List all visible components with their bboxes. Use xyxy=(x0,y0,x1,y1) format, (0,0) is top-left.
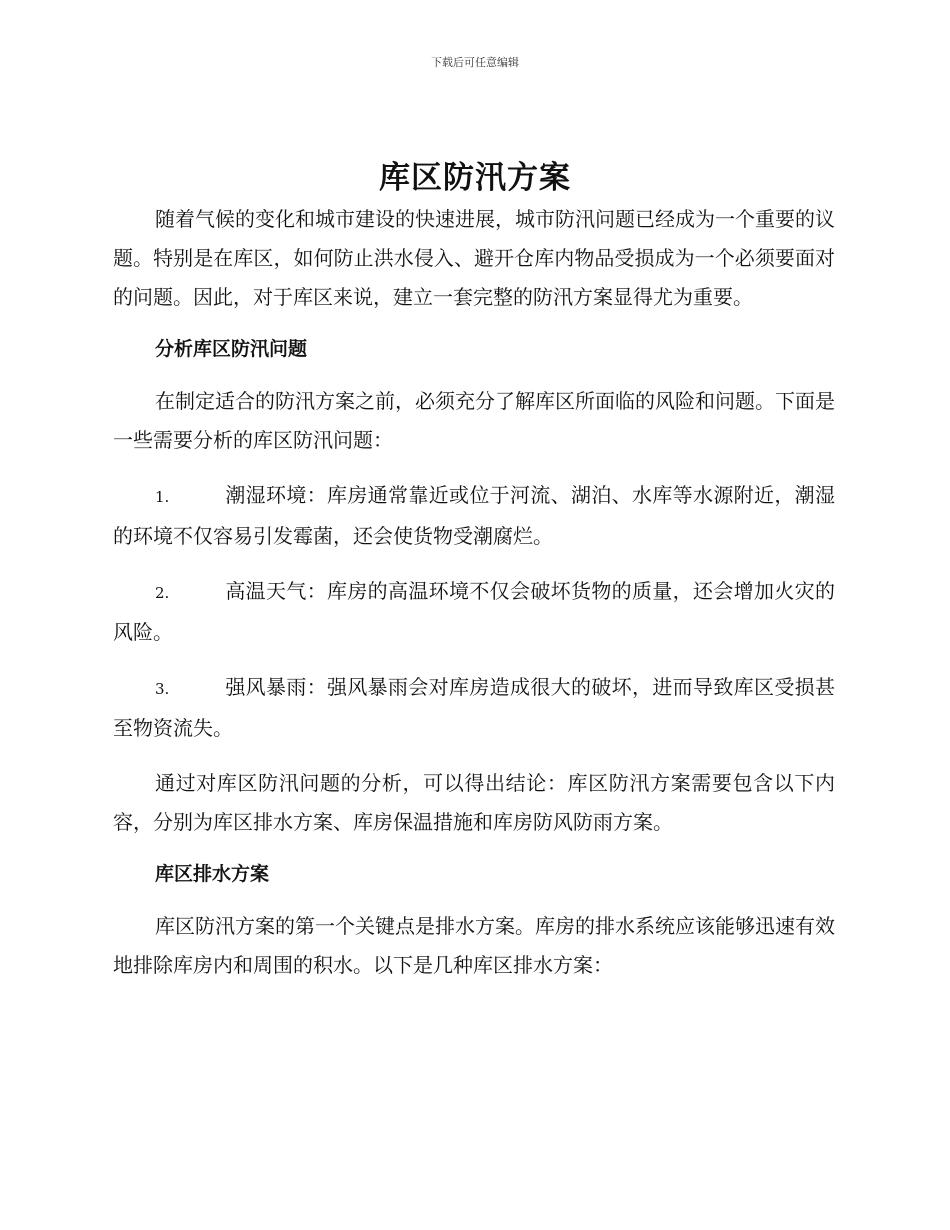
list-item-text: 强风暴雨：强风暴雨会对库房造成很大的破坏，进而导致库区受损甚至物资流失。 xyxy=(113,675,835,740)
analysis-paragraph: 在制定适合的防汛方案之前，必须充分了解库区所面临的风险和问题。下面是一些需要分析的库区防汛问题： xyxy=(113,389,835,452)
list-item-number: 2. xyxy=(155,584,170,602)
header-note: 下载后可任意编辑 xyxy=(431,56,519,69)
list-item-text: 潮湿环境：库房通常靠近或位于河流、湖泊、水库等水源附近，潮湿的环境不仅容易引发霉菌，还会使货物受潮腐烂。 xyxy=(113,483,835,548)
section-heading-drainage: 库区排水方案 xyxy=(155,863,270,885)
document-body xyxy=(113,200,835,985)
list-item-number: 3. xyxy=(155,680,170,698)
section-heading-analysis: 分析库区防汛问题 xyxy=(155,338,308,360)
list-item-number: 1. xyxy=(155,488,170,506)
list-item xyxy=(113,572,835,652)
intro-paragraph: 随着气候的变化和城市建设的快速进展，城市防汛问题已经成为一个重要的议题。特别是在库区，如何防止洪水侵入、避开仓库内物品受损成为一个必须要面对的问题。因此，对于库区来说，建立一套完整的防汛方案显得尤为重要。 xyxy=(113,207,835,309)
document-title: 库区防汛方案 xyxy=(379,160,571,196)
list-item xyxy=(113,476,835,556)
list-item-text: 高温天气：库房的高温环境不仅会破坏货物的质量，还会增加火灾的风险。 xyxy=(113,579,835,644)
list-item xyxy=(113,668,835,748)
drainage-paragraph: 库区防汛方案的第一个关键点是排水方案。库房的排水系统应该能够迅速有效地排除库房内和周围的积水。以下是几种库区排水方案： xyxy=(113,914,835,977)
conclusion-paragraph: 通过对库区防汛问题的分析，可以得出结论：库区防汛方案需要包含以下内容，分别为库区排水方案、库房保温措施和库房防风防雨方案。 xyxy=(113,771,835,834)
